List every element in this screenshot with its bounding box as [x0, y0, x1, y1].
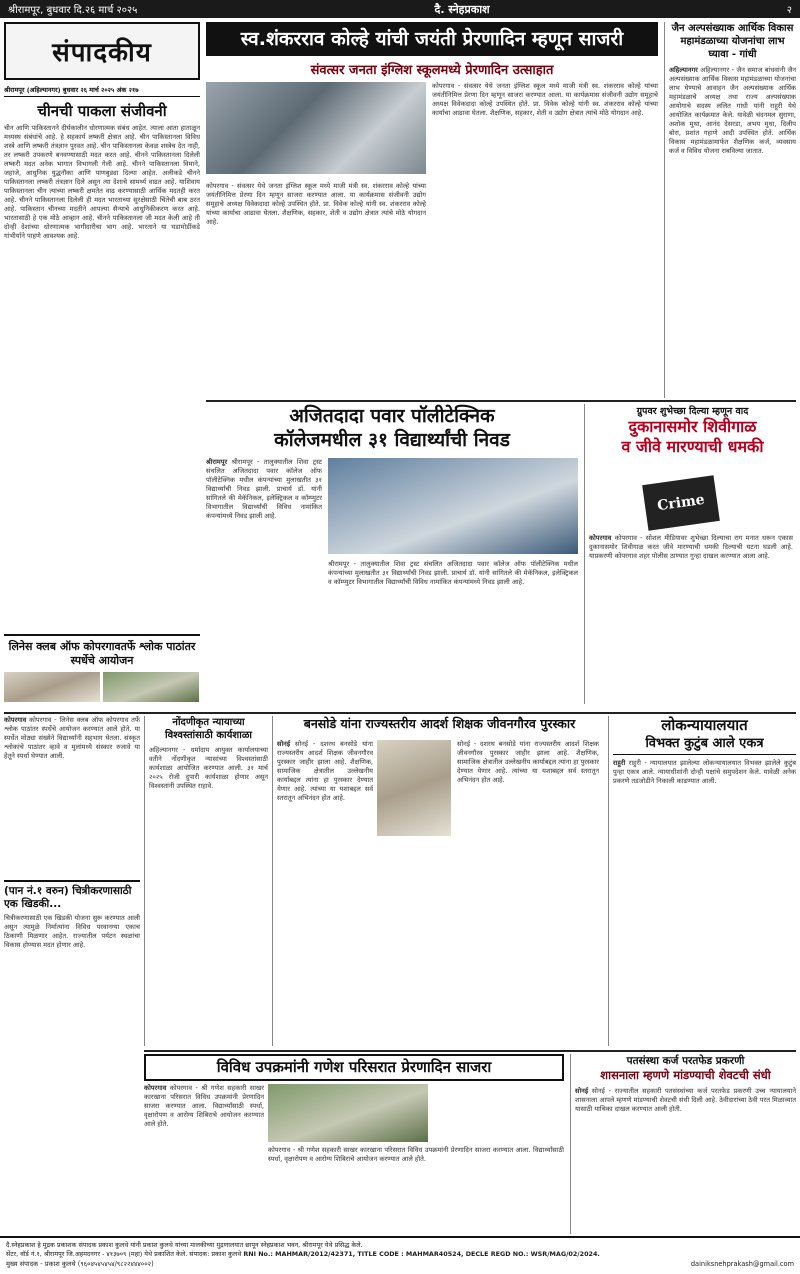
- threat-headline-2: व जीवे मारण्याची धमकी: [621, 437, 764, 456]
- family-story: [608, 716, 796, 1046]
- editorial-title: चीनची पाकला संजीवनी: [37, 102, 167, 120]
- trustee-body: अहिल्यानगर - धर्मादाय आयुक्त कार्यालयाच्या वतीने नोंदणीकृत न्यासांच्या विश्वस्तांसाठी कार्यशाळा आयोजित करण्यात आली. ३१ मार्च २०२५ रोजी दुपारी कार्यशाळा होणार असून विश्वस्तांनी उपस्थित राहावे.: [149, 746, 268, 790]
- loan-story: [570, 1054, 796, 1234]
- jain-headline: जैन अल्पसंख्याक आर्थिक विकास महामंडळाच्या योजनांचा लाभ घ्यावा - गांधी: [671, 23, 794, 60]
- ganesh-body: कोपरगाव कोपरगाव - श्री गणेश सहकारी साखर कारखाना परिसरात विविध उपक्रमांनी प्रेरणादिन साजरा करण्यात आला. विद्यार्थ्यांसाठी स्पर्धा, वृक्षारोपण व आरोग्य शिबिराचे आयोजन करण्यात आले होते.: [144, 1084, 264, 1128]
- page-number: २: [786, 5, 792, 16]
- editorial-body: चीन आणि पाकिस्तानने दीर्घकालीन धोरणात्मक संबंध आहेत. त्याला आता हाताळून मध्यस्थ संबंधांचे आहे. हे सहकार्य लष्करी क्षेत्रात आहे. चीन पाकिस्तानला विविध शस्त्रे आणि लष्करी तंत्रज्ञान पुरवत आहे. चीन पाकिस्तानला केवळ शस्त्रेच देत नाही, तर लष्करी उपकरणे बनवण्यासाठी मदत करत आहे. चीनने पाकिस्तानला दिलेली लष्करी मदत अनेक भागात विभागली गेली आहे. चीनने पाकिस्तानला विमाने, जहाजे, आधुनिक युद्धनौका आणि पाणबुड्या दिल्या आहेत. अलीकडे चीनने पाकिस्तानला लष्करी तंत्रज्ञान दिले असून त्या देशाचे सामर्थ्य वाढत आहे. याशिवाय पाकिस्तानला चीन त्याच्या लष्करी क्षमतेत वाढ करण्यासाठी आर्थिक मदतही करत आहे. चीनने पाकिस्तानला दिलेली ही मदत भारताच्या सुरक्षेसाठी चिंतेची बाब ठरत आहे. पाकिस्तान चीनच्या मदतीने आपल्या सैन्याचे आधुनिकीकरण करत आहे. भारतासाठी हे एक मोठे आव्हान आहे. चीनने पाकिस्तानला जी मदत केली आहे ती दोन्ही देशांच्या धोरणात्मक भागीदारीचा भाग आहे. भारताने या घडामोडींकडे गांभीर्याने पाहणे आवश्यक आहे.: [4, 124, 200, 240]
- lines-club-title: लिनेस क्लब ऑफ कोपरगावतर्फे श्लोक पाठांतर स्पर्धेचे आयोजन: [8, 640, 196, 667]
- polytechnic-headline-2: कॉलेजमधील ३१ विद्यार्थ्यांची निवड: [274, 429, 510, 451]
- award-body-left: सोनई सोनई - दशरथ बनसोडे यांना राज्यस्तरीय आदर्श शिक्षक जीवनगौरव पुरस्कार जाहीर झाला आहे. शैक्षणिक, सामाजिक क्षेत्रातील उल्लेखनीय कार्याबद्दल त्यांना हा पुरस्कार देण्यात येणार आहे. त्यांच्या या यशाबद्दल सर्व स्तरातून अभिनंदन होत आहे.: [277, 740, 373, 802]
- threat-headline-1: दुकानासमोर शिवीगाळ: [628, 417, 757, 436]
- loan-headline-top: पतसंस्था कर्ज परतफेड प्रकरणी: [626, 1055, 745, 1067]
- lead-body: कोपरगाव - संवत्सर येथे जनता इंग्लिश स्कूल मध्ये माजी मंत्री स्व. शंकरराव कोल्हे यांच्या जयंतीनिमित्त प्रेरणा दिन म्हणून साजरा करण्यात आला. या कार्यक्रमास संजीवनी उद्योग समूहाचे अध्यक्ष विवेकदादा कोल्हे उपस्थित होते. प्रा. विवेक कोल्हे यांनी स्व. शंकरराव कोल्हे यांच्या कार्याचा आढावा घेतला. शैक्षणिक, सहकार, शेती व उद्योग क्षेत्रात त्यांचे मोठे योगदान आहे.: [432, 82, 658, 117]
- family-headline-2: विभक्त कुटुंब आले एकत्र: [613, 735, 796, 755]
- film-window-body: चित्रीकरणासाठी एक खिडकी योजना सुरू करण्यात आली असून त्यामुळे निर्मात्यांना विविध परवानग्या एकाच ठिकाणी मिळणार आहेत. राज्यातील पर्यटन स्थळांचा विकास होण्यास मदत होणार आहे.: [4, 914, 140, 949]
- issue-date: श्रीरामपूर, बुधवार दि.२६ मार्च २०२५: [8, 5, 138, 16]
- lead-body-continued: कोपरगाव - संवत्सर येथे जनता इंग्लिश स्कूल मध्ये माजी मंत्री स्व. शंकरराव कोल्हे यांच्या जयंतीनिमित्त प्रेरणा दिन म्हणून साजरा करण्यात आला. या कार्यक्रमास संजीवनी उद्योग समूहाचे अध्यक्ष विवेकदादा कोल्हे उपस्थित होते. प्रा. विवेक कोल्हे यांनी स्व. शंकरराव कोल्हे यांच्या कार्याचा आढावा घेतला. शैक्षणिक, सहकार, शेती व उद्योग क्षेत्रात त्यांचे मोठे योगदान आहे.: [206, 182, 426, 226]
- loan-headline-main: शासनाला म्हणणे मांडण्याची शेवटची संधी: [600, 1068, 771, 1082]
- divider: [4, 712, 796, 714]
- lead-story: [206, 22, 658, 398]
- lines-club-photo-1: [4, 672, 100, 702]
- trustee-workshop: [144, 716, 268, 1046]
- polytechnic-photo: [328, 458, 578, 554]
- polytechnic-body: श्रीरामपूर श्रीरामपूर - तालुक्यातील शिवा ट्रस्ट संचलित अजितदादा पवार कॉलेज ऑफ पॉलीटेक्निक मधील कंपन्यांच्या मुलाखतीत ३१ विद्यार्थ्यांची निवड झाली. प्राचार्य डॉ. यांनी सांगितले की मेकॅनिकल, इलेक्ट्रिकल व कॉम्प्युटर विभागातील विद्यार्थ्यांची विविध नामांकित कंपन्यांमध्ये निवड झाली आहे.: [206, 458, 322, 520]
- lead-subhead: संवत्सर जनता इंग्लिश स्कूलमध्ये प्रेरणादिन उत्साहात: [310, 63, 554, 78]
- trustee-headline: नोंदणीकृत न्यायाच्या विश्वस्तांसाठी कार्यशाळा: [164, 717, 253, 741]
- ganesh-headline: विविध उपक्रमांनी गणेश परिसरात प्रेरणादिन साजरा: [216, 1058, 492, 1076]
- lead-photo: [206, 82, 426, 174]
- ganesh-photo: [268, 1084, 428, 1142]
- award-headline: बनसोडे यांना राज्यस्तरीय आदर्श शिक्षक जीवनगौरव पुरस्कार: [303, 716, 576, 731]
- lead-headline: स्व.शंकरराव कोल्हे यांची जयंती प्रेरणादिन म्हणून साजरी: [206, 22, 658, 56]
- threat-body: कोपरगाव कोपरगाव - सोशल मीडियावर शुभेच्छा दिल्याचा राग मनात धरून एकास दुकानासमोर शिवीगाळ करत जीवे मारण्याची धमकी दिल्याची घटना घडली आहे. याप्रकरणी कोपरगाव शहर पोलीस ठाण्यात गुन्हा दाखल करण्यात आला आहे.: [589, 534, 793, 560]
- ganesh-headline-box: [144, 1054, 564, 1081]
- crime-badge: Crime: [642, 475, 720, 531]
- email-link[interactable]: dainiksnehprakash@gmail.com: [690, 1260, 794, 1268]
- film-window-title: (पान नं.१ वरुन) चित्रीकरणासाठी एक खिडकी...: [4, 885, 132, 910]
- imprint-line-2: सेंटर, वॉर्ड नं.१, श्रीरामपूर जि.अहमदनगर - ४१३७०९ (महा) येथे प्रकाशित केले. संपादक: प्रकाश कुलथे RNI No.: MAHMAR/2012/42371, TITLE CODE : MAHMAR40524, DECLE REGD NO.: WSR/MAG/02/2024.: [6, 1249, 600, 1258]
- polytechnic-story: [206, 404, 578, 704]
- polytechnic-headline-1: अजितदादा पवार पॉलीटेक्निक: [289, 405, 495, 427]
- jain-body: अहिल्यानगर अहिल्यानगर - जैन समाज बांधवांनी जैन अल्पसंख्याक आर्थिक विकास महामंडळाच्या योजनांचा लाभ घेण्याचे आवाहन जैन अल्पसंख्याक आर्थिक महामंडळाचे अध्यक्ष तथा राज्य अल्पसंख्याक आयोगाचे सदस्य ललित गांधी यांनी राहुरी येथे आयोजित कार्यक्रमात केले. यावेळी चंदनमल सुराणा, अशोक मुथा, आनंद देसरडा, अभय मुथा, दिलीप बोरा, प्रशांत गहाणे आदी उपस्थित होते. आर्थिक विकास महामंडळामार्फत शैक्षणिक कर्ज, व्यवसाय कर्ज व विविध योजना राबविल्या जातात.: [669, 66, 796, 155]
- award-body-right: सोनई - दशरथ बनसोडे यांना राज्यस्तरीय आदर्श शिक्षक जीवनगौरव पुरस्कार जाहीर झाला आहे. शैक्षणिक, सामाजिक क्षेत्रातील उल्लेखनीय कार्याबद्दल त्यांना हा पुरस्कार देण्यात येणार आहे. त्यांच्या या यशाबद्दल सर्व स्तरातून अभिनंदन होत आहे.: [457, 740, 599, 784]
- award-story: [272, 716, 602, 1046]
- ganesh-story: [144, 1054, 564, 1234]
- polytechnic-body-continued: श्रीरामपूर - तालुक्यातील शिवा ट्रस्ट संचलित अजितदादा पवार कॉलेज ऑफ पॉलीटेक्निक मधील कंपन्यांच्या मुलाखतीत ३१ विद्यार्थ्यांची निवड झाली. प्राचार्य डॉ. यांनी सांगितले की मेकॅनिकल, इलेक्ट्रिकल व कॉम्प्युटर विभागातील विद्यार्थ्यांची विविध नामांकित कंपन्यांमध्ये निवड झाली आहे.: [328, 560, 578, 586]
- imprint-contact: मुख्य संपादक - प्रकाश कुलथे (९६०४५४५४५४/९८२२४४४००२): [6, 1260, 154, 1268]
- paper-name: दै. स्नेहप्रकाश: [434, 2, 490, 16]
- imprint-line-1: दै.स्नेहप्रकाश हे मुद्रक प्रकाशक संपादक प्रकाश कुलथे यांनी प्रकाश कुलथे यांच्या मालकीच्या मुद्रणालयात छापून स्नेहप्रकाश भवन, श्रीरामपूर येथे प्रसिद्ध केले.: [6, 1241, 363, 1249]
- lines-club-box: [4, 634, 200, 710]
- loan-body: सोनई सोनई - राज्यातील सहकारी पतसंस्थांच्या कर्ज परतफेड प्रकरणी उच्च न्यायालयाने शासनाला आपले म्हणणे मांडण्याची शेवटची संधी दिली आहे. ठेवीदारांच्या ठेवी परत मिळाव्यात यासाठी याचिका दाखल करण्यात आली होती.: [575, 1087, 796, 1113]
- family-headline-1: लोकन्यायालयात: [661, 716, 748, 734]
- family-body: राहुरी राहुरी - न्यायालयात झालेल्या लोकन्यायालयात विभक्त झालेले कुटुंब पुन्हा एकत्र आले. न्यायाधीशांनी दोन्ही पक्षांचे समुपदेशन केले. यावेळी अनेक प्रकरणे तडजोडीने निकाली काढण्यात आली.: [613, 759, 796, 785]
- imprint-contact-row: [6, 1260, 794, 1269]
- editorial-column: [4, 22, 200, 712]
- right-column: [664, 22, 796, 398]
- lines-club-story: [4, 716, 140, 1046]
- divider: [206, 400, 796, 402]
- ganesh-body-continued: कोपरगाव - श्री गणेश सहकारी साखर कारखाना परिसरात विविध उपक्रमांनी प्रेरणादिन साजरा करण्यात आला. विद्यार्थ्यांसाठी स्पर्धा, वृक्षारोपण व आरोग्य शिबिराचे आयोजन करण्यात आले होते.: [268, 1146, 564, 1163]
- film-window-box: [4, 880, 140, 1034]
- imprint-footer: [0, 1236, 800, 1274]
- editorial-masthead: संपादकीय: [4, 22, 200, 80]
- lines-club-photo-2: [103, 672, 199, 702]
- top-bar: [0, 0, 800, 18]
- editorial-dateline: श्रीरामपूर (अहिल्यानगर) बुधवार २६ मार्च २०२५ अंक २१७: [4, 83, 200, 97]
- threat-story: [584, 404, 796, 704]
- lines-club-body: कोपरगाव कोपरगाव - लिनेस क्लब ऑफ कोपरगाव तर्फे श्लोक पाठांतर स्पर्धेचे आयोजन करण्यात आले होते. या स्पर्धेत मोठ्या संख्येने विद्यार्थ्यांनी सहभाग घेतला. संस्कृत श्लोकांचे पाठांतर व्हावे व मुलांमध्ये संस्कार रुजावे या हेतूने स्पर्धा घेण्यात आली.: [4, 716, 140, 760]
- award-portrait: [377, 740, 451, 836]
- divider: [144, 1050, 796, 1052]
- threat-headline-top: ग्रुपवर शुभेच्छा दिल्या म्हणून वाद: [636, 406, 749, 417]
